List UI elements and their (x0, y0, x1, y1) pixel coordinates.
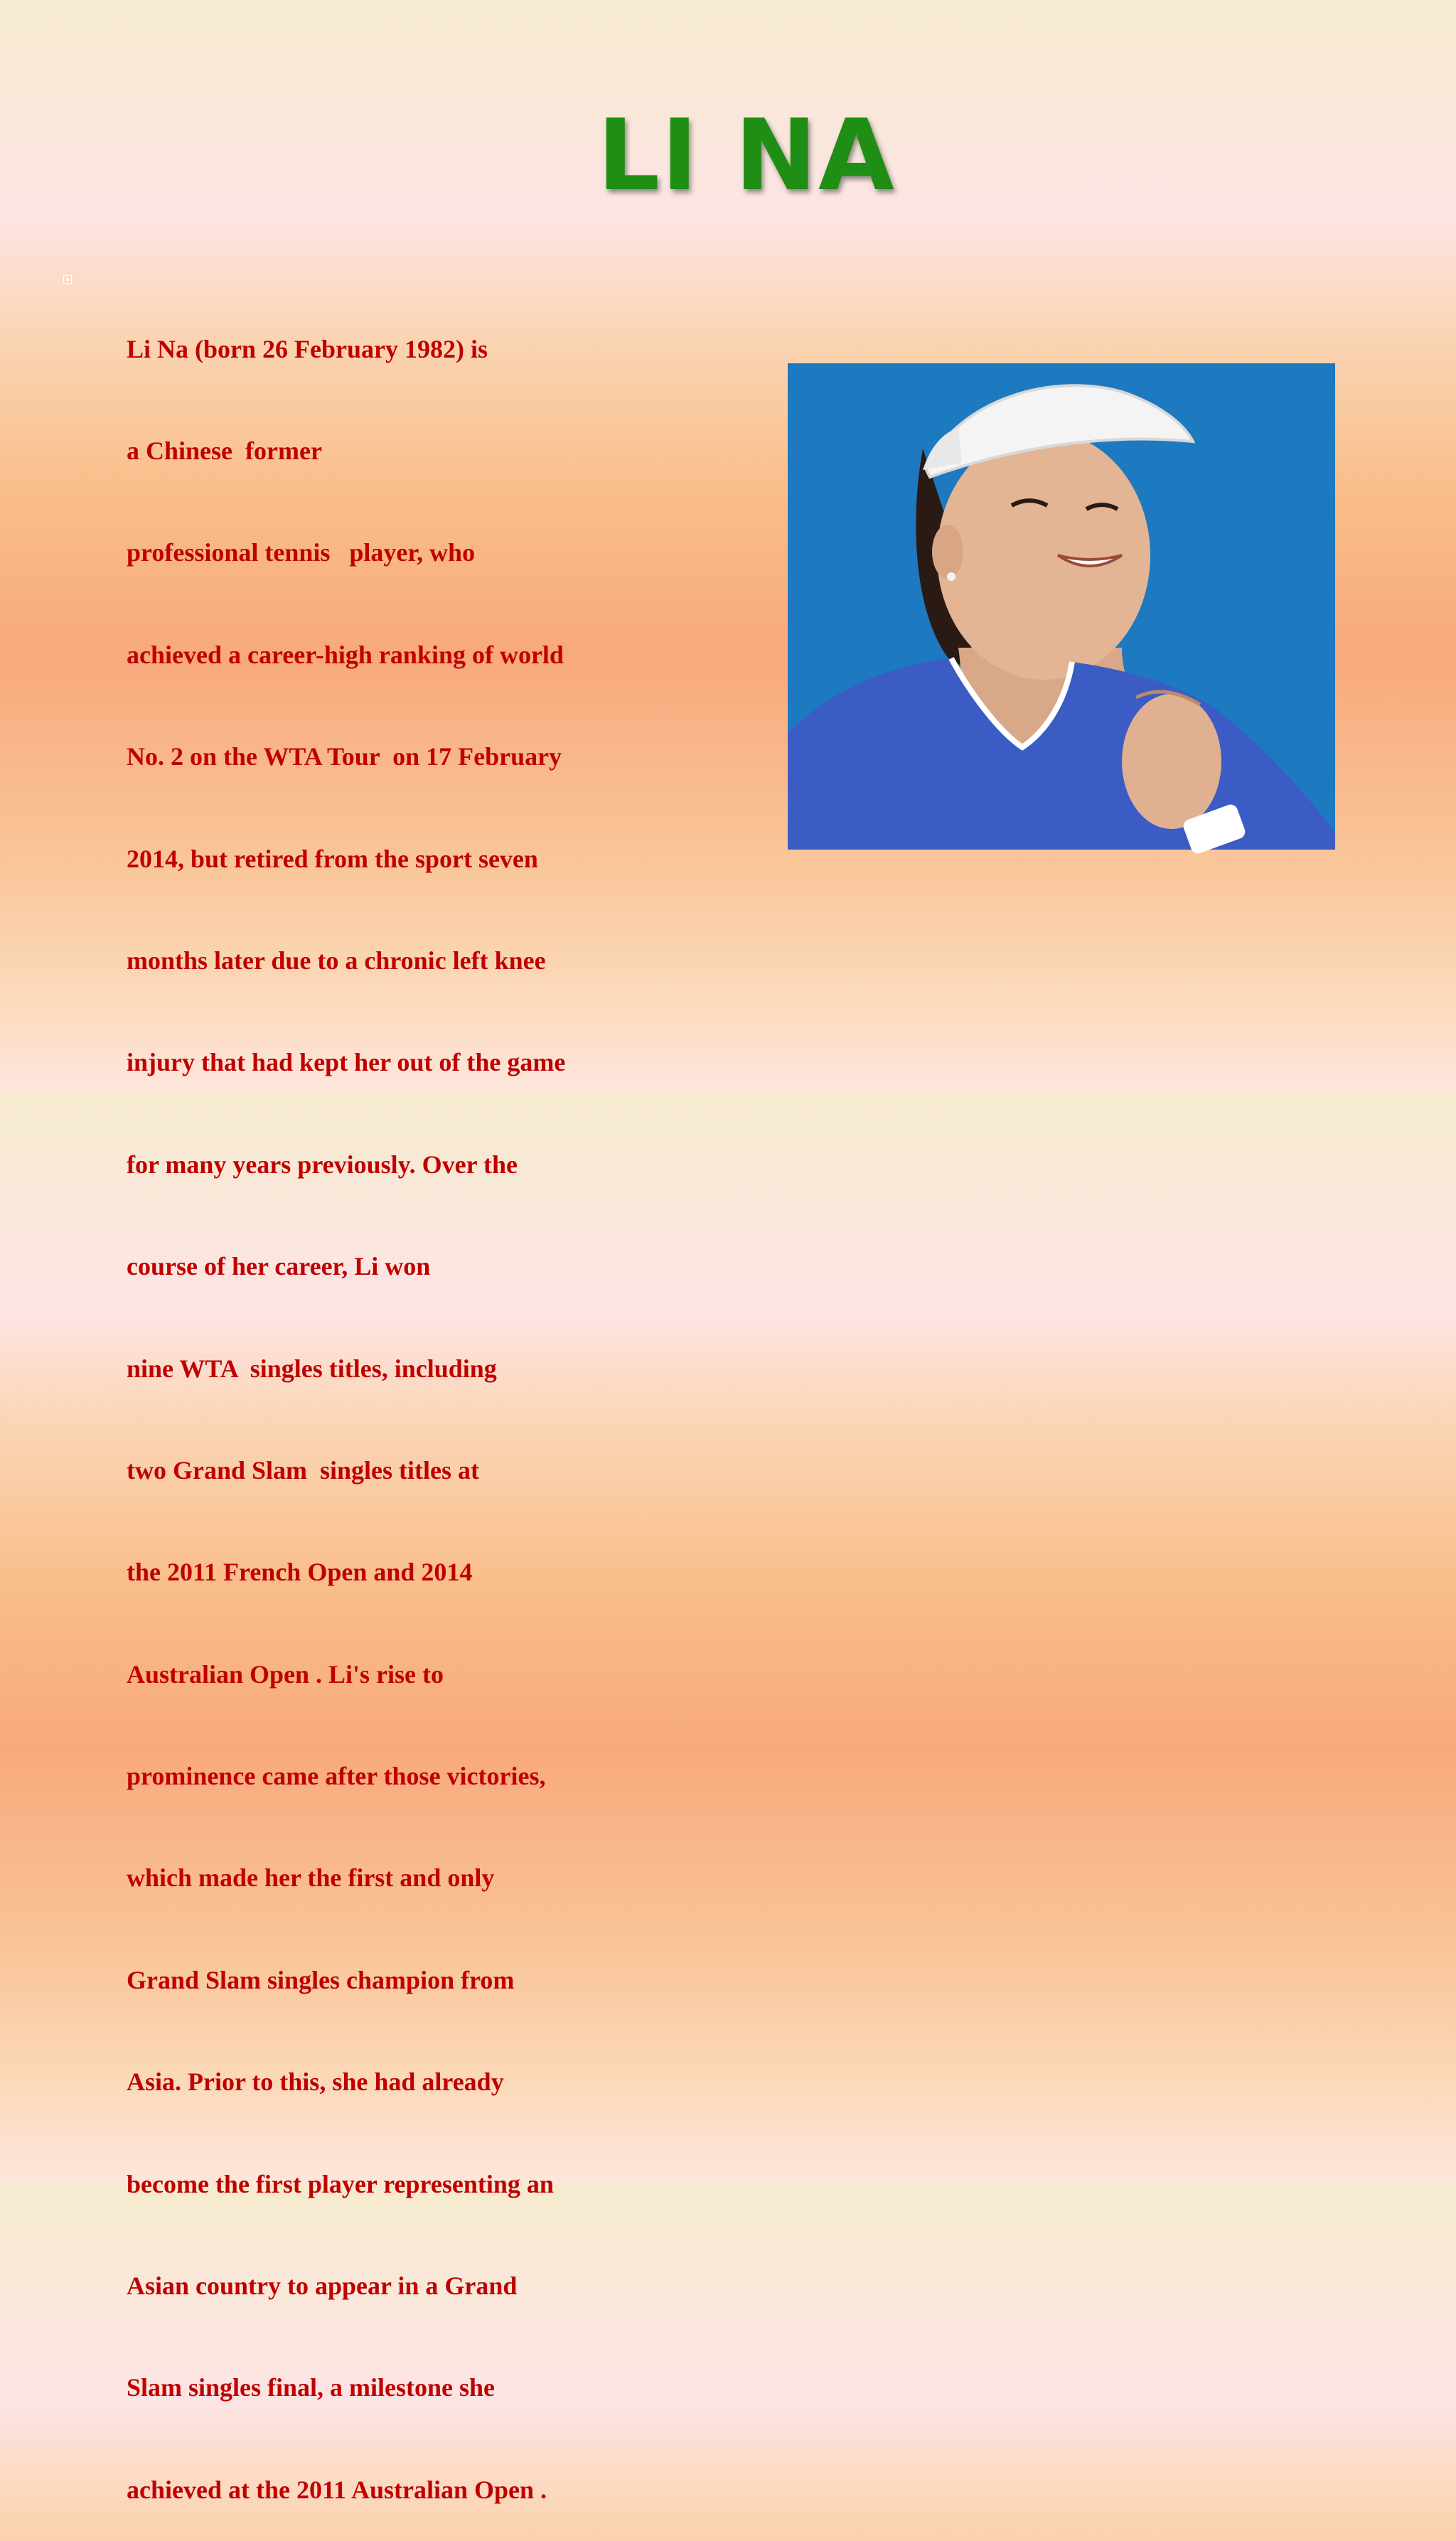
body-line: for many years previously. Over the (127, 1150, 518, 1179)
body-line: Asian country to appear in a Grand (127, 2272, 518, 2301)
body-line: nine WTA singles titles, including (127, 1354, 497, 1383)
slide-title: LI NA (597, 98, 896, 213)
body-line: the 2011 French Open and 2014 (127, 1558, 473, 1587)
body-line: injury that had kept her out of the game (127, 1048, 566, 1077)
body-line: achieved a career-high ranking of world (127, 640, 564, 669)
fist (1122, 694, 1221, 829)
player-illustration (788, 363, 1335, 850)
body-line: No. 2 on the WTA Tour on 17 February (127, 742, 562, 771)
body-line: Slam singles final, a milestone she (127, 2373, 496, 2402)
earring (947, 572, 956, 581)
body-line: which made her the first and only (127, 1863, 495, 1893)
body-line: a Chinese former (127, 436, 322, 465)
body-line: Grand Slam singles champion from (127, 1965, 515, 1994)
body-line: prominence came after those victories, (127, 1762, 546, 1791)
body-line: become the first player representing an (127, 2169, 554, 2198)
body-line: two Grand Slam singles titles at (127, 1455, 480, 1485)
player-photo (788, 363, 1335, 850)
body-line: Li Na (born 26 February 1982) is (127, 334, 488, 363)
body-line: achieved at the 2011 Australian Open . (127, 2475, 547, 2504)
square-bullet-icon (63, 274, 73, 284)
body-line: professional tennis player, who (127, 538, 476, 567)
body-line: Asia. Prior to this, she had already (127, 2067, 504, 2097)
body-line: 2014, but retired from the sport seven (127, 844, 538, 873)
body-line: months later due to a chronic left knee (127, 946, 546, 975)
body-line: Australian Open . Li's rise to (127, 1659, 444, 1689)
ear (932, 525, 963, 579)
body-line: course of her career, Li won (127, 1252, 431, 1281)
body-paragraph (127, 264, 681, 2541)
